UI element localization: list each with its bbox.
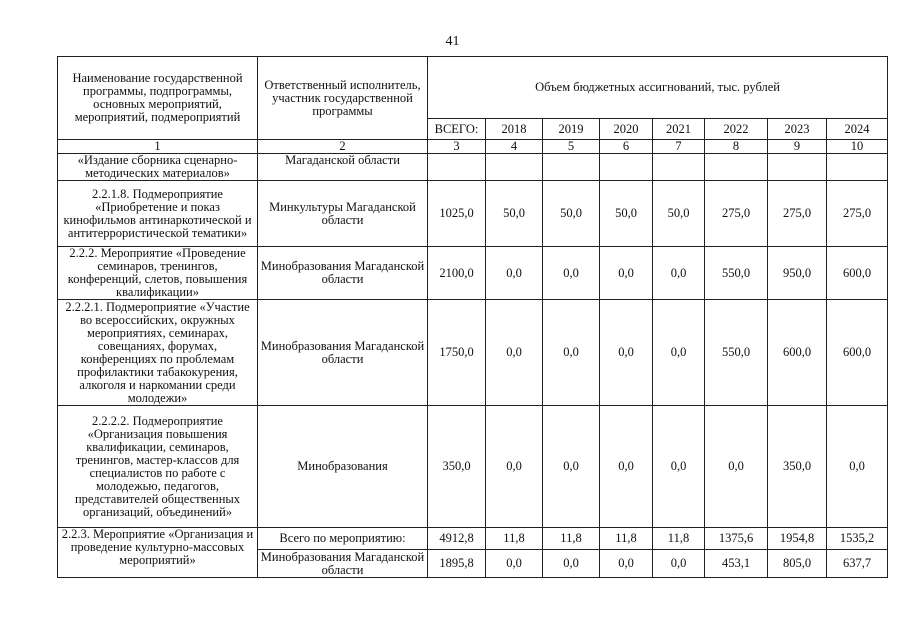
column-number: 6 [600,140,653,154]
row-value: 1750,0 [428,300,486,406]
row-executor: Минкультуры Магаданской области [258,181,428,247]
row-value: 350,0 [428,406,486,528]
row-value: 0,0 [600,247,653,300]
row-value: 0,0 [543,550,600,578]
row-value: 805,0 [768,550,827,578]
row-value [543,154,600,181]
row-value: 11,8 [543,528,600,550]
row-name: 2.2.2.2. Подмероприятие «Организация повышения квалификации, семинаров, тренингов, мастер-классов для специалистов по работе с молодежью, педагогов, представителей общественных организаций, объединений» [58,406,258,528]
row-value: 1535,2 [827,528,888,550]
row-value [428,154,486,181]
column-number: 1 [58,140,258,154]
row-value: 11,8 [653,528,705,550]
row-value: 600,0 [827,247,888,300]
row-value: 0,0 [543,247,600,300]
row-value: 0,0 [486,406,543,528]
row-value: 1025,0 [428,181,486,247]
row-value: 50,0 [600,181,653,247]
row-executor: Минобразования Магаданской области [258,300,428,406]
column-number: 3 [428,140,486,154]
column-number: 8 [705,140,768,154]
row-value: 4912,8 [428,528,486,550]
header-year: 2018 [486,119,543,140]
row-executor: Всего по мероприятию: [258,528,428,550]
column-number: 2 [258,140,428,154]
column-number: 9 [768,140,827,154]
row-name: 2.2.3. Мероприятие «Организация и проведение культурно-массовых мероприятий» [58,528,258,578]
row-value [653,154,705,181]
row-value: 0,0 [600,406,653,528]
row-value: 0,0 [653,247,705,300]
row-value: 0,0 [486,300,543,406]
row-value: 1954,8 [768,528,827,550]
row-value: 0,0 [486,550,543,578]
row-value: 275,0 [705,181,768,247]
table-row [58,528,888,550]
header-year: 2022 [705,119,768,140]
header-row [58,57,888,119]
row-value: 950,0 [768,247,827,300]
column-number: 4 [486,140,543,154]
row-value: 0,0 [827,406,888,528]
row-value [486,154,543,181]
row-value: 1895,8 [428,550,486,578]
row-value: 1375,6 [705,528,768,550]
row-value: 50,0 [543,181,600,247]
header-total: ВСЕГО: [428,119,486,140]
row-value: 2100,0 [428,247,486,300]
row-value: 453,1 [705,550,768,578]
row-value: 0,0 [543,406,600,528]
row-value: 0,0 [653,550,705,578]
column-number-row [58,140,888,154]
row-name: «Издание сборника сценарно-методических материалов» [58,154,258,181]
header-year: 2020 [600,119,653,140]
row-value: 0,0 [705,406,768,528]
row-executor: Минобразования Магаданской области [258,247,428,300]
row-value: 275,0 [827,181,888,247]
column-number: 7 [653,140,705,154]
row-value: 275,0 [768,181,827,247]
page-number: 41 [445,34,460,49]
row-name: 2.2.2. Мероприятие «Проведение семинаров, тренингов, конференций, слетов, повышения квалификации» [58,247,258,300]
header-name: Наименование государственной программы, подпрограммы, основных мероприятий, мероприятий, подмероприятий [58,57,258,140]
row-value: 0,0 [600,550,653,578]
row-value [705,154,768,181]
table-row [58,247,888,300]
row-value: 0,0 [653,406,705,528]
header-budget: Объем бюджетных ассигнований, тыс. рублей [428,57,888,119]
row-value: 350,0 [768,406,827,528]
row-name: 2.2.1.8. Подмероприятие «Приобретение и показ кинофильмов антинаркотической и антитеррористической тематики» [58,181,258,247]
row-value: 50,0 [653,181,705,247]
row-executor: Минобразования Магаданской области [258,550,428,578]
header-executor: Ответственный исполнитель, участник государственной программы [258,57,428,140]
table-row [58,181,888,247]
row-value: 0,0 [543,300,600,406]
column-number: 5 [543,140,600,154]
header-year: 2019 [543,119,600,140]
row-executor: Магаданской области [258,154,428,181]
row-value [600,154,653,181]
budget-table [57,56,888,578]
row-value: 0,0 [600,300,653,406]
row-value: 11,8 [486,528,543,550]
row-value [768,154,827,181]
row-value: 0,0 [486,247,543,300]
row-value: 600,0 [768,300,827,406]
row-value: 637,7 [827,550,888,578]
table-row [58,300,888,406]
row-value: 550,0 [705,247,768,300]
row-value: 600,0 [827,300,888,406]
row-executor: Минобразования [258,406,428,528]
table-row [58,154,888,181]
row-value [827,154,888,181]
row-value: 550,0 [705,300,768,406]
row-value: 0,0 [653,300,705,406]
row-value: 11,8 [600,528,653,550]
row-name: 2.2.2.1. Подмероприятие «Участие во всероссийских, окружных мероприятиях, семинарах, совещаниях, форумах, конференциях по проблемам профилактики табакокурения, алкоголя и наркомании среди молодежи» [58,300,258,406]
header-year: 2023 [768,119,827,140]
table-row [58,406,888,528]
header-year: 2024 [827,119,888,140]
row-value: 50,0 [486,181,543,247]
column-number: 10 [827,140,888,154]
header-year: 2021 [653,119,705,140]
